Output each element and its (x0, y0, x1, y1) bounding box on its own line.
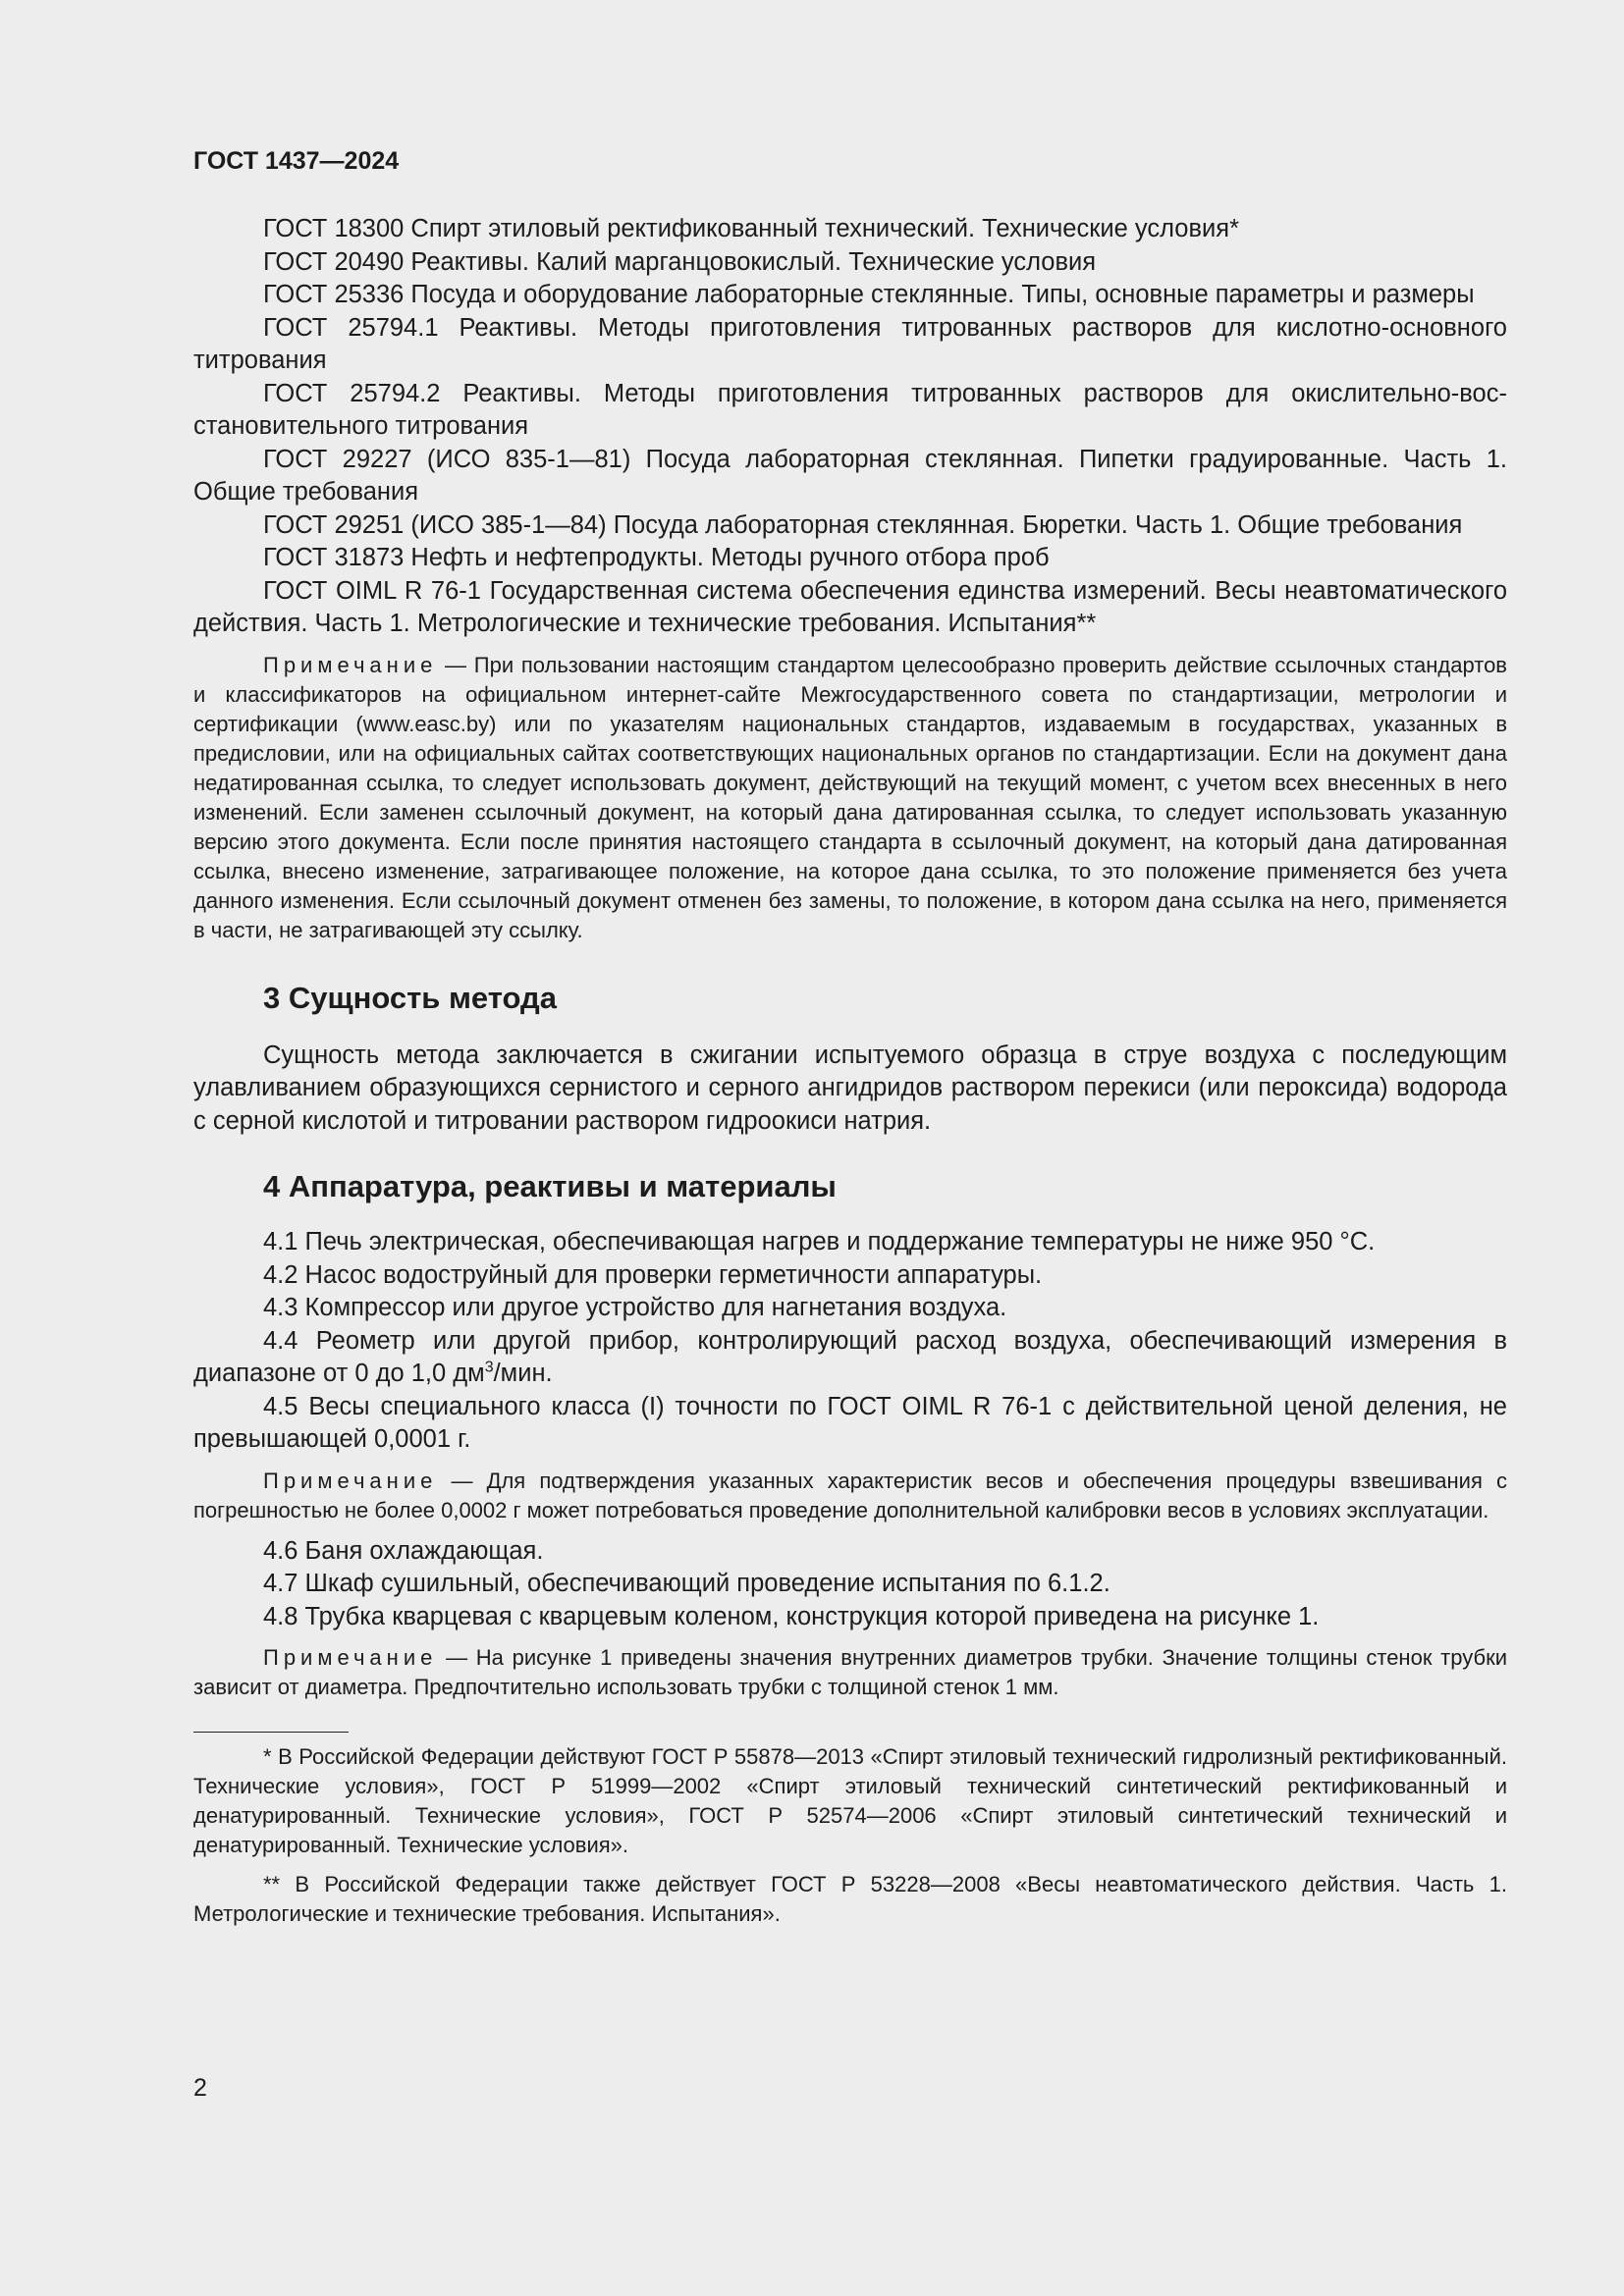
footnote-1: * В Российской Федерации действуют ГОСТ Р 55878—2013 «Спирт этиловый технический гидролизный ректификованный. Технические условия», ГОСТ Р 51999—2002 «Спирт этиловый технический синтетический ректификованный и денатурированный. Технические условия», ГОСТ Р 52574—2006 «Спирт этиловый синтетический технический и денатурированный. Технические условия». (193, 1744, 1507, 1857)
document-code: ГОСТ 1437—2024 (193, 147, 400, 175)
item-4-4-text: 4.4 Реометр или другой прибор, контролирующий расход воздуха, обеспечивающий измерения в диапазоне от 0 до 1,0 дм (193, 1326, 1507, 1387)
note-text: — При пользовании настоящим стандартом целесообразно проверить действие ссылочных стандартов и классификаторов на официальном интернет-сайте Межгосударственного совета по стандартизации, метрологии и сертификации (www.easc.by) или по указателям национальных стандартов, издаваемым в государствах, указанных в предисловии, или на официальных сайтах соответствующих национальных органов по стандартизации. Если на документ дана недатированная ссылка, то следует использовать документ, действующий на текущий момент, с учетом всех внесенных в него изменений. Если заменен ссылочный документ, на который дана датированная ссылка, то следует использовать указанную версию этого документа. Если после принятия настоящего стандарта в ссылочный документ, на который дана датированная ссылка, внесено изменение, затрагивающее положение, на которое дана ссылка, то это положение применяется без учета данного изменения. Если ссылочный документ отменен без замены, то положение, в котором дана ссылка на него, применяется в части, не затрагивающей эту ссылку. (193, 652, 1507, 942)
note-tube (193, 1643, 1507, 1702)
note-label: Примечание (263, 1645, 438, 1670)
section-3-text: Сущность метода заключается в сжигании испытуемого образца в струе воздуха с последующим улавливанием образующихся сернистого и серного ангидридов раствором перекиси (или пероксида) водорода с серной кислотой и титровании раствором гидроокиси натрия. (193, 1041, 1507, 1135)
item-4-3: 4.3 Компрессор или другое устройство для нагнетания воздуха. (263, 1294, 1007, 1321)
note-label: Примечание (263, 1468, 438, 1493)
reference-item: ГОСТ 18300 Спирт этиловый ректификованный технический. Технические условия* (263, 215, 1239, 242)
reference-item: ГОСТ 25336 Посуда и оборудование лабораторные стеклянные. Типы, основные параметры и размеры (263, 281, 1475, 308)
reference-item: ГОСТ 25794.1 Реактивы. Методы приготовления титрованных растворов для кислотно-основного титрования (193, 313, 1507, 374)
reference-item: ГОСТ OIML R 76-1 Государственная система обеспечения единства измерений. Весы неавтоматического действия. Часть 1. Метрологические и технические требования. Испытания** (193, 576, 1507, 637)
page-content (193, 147, 1507, 1929)
reference-item: ГОСТ 29251 (ИСО 385-1—84) Посуда лабораторная стеклянная. Бюретки. Часть 1. Общие требования (263, 510, 1463, 539)
item-4-1: 4.1 Печь электрическая, обеспечивающая нагрев и поддержание температуры не ниже 950 °С. (263, 1228, 1376, 1255)
item-4-8: 4.8 Трубка кварцевая с кварцевым коленом, конструкция которой приведена на рисунке 1. (263, 1602, 1320, 1630)
reference-item: ГОСТ 20490 Реактивы. Калий марганцовокислый. Технические условия (263, 247, 1097, 276)
note-text: — На рисунке 1 приведены значения внутренних диаметров трубки. Значение толщины стенок трубки зависит от диаметра. Предпочтительно использовать трубки с толщиной стенок 1 мм. (193, 1645, 1507, 1699)
item-4-2: 4.2 Насос водоструйный для проверки герметичности аппаратуры. (263, 1260, 1043, 1289)
footnote-separator (193, 1732, 349, 1733)
note-label: Примечание (263, 652, 438, 677)
section-3-heading: 3 Сущность метода (263, 980, 557, 1015)
note-text: — Для подтверждения указанных характеристик весов и обеспечения процедуры взвешивания с погрешностью не более 0,0002 г может потребоваться проведение дополнительной калибровки весов в условиях эксплуатации. (193, 1468, 1507, 1522)
note-references (193, 651, 1507, 945)
item-4-4-unit: /мин. (493, 1360, 553, 1387)
item-4-7: 4.7 Шкаф сушильный, обеспечивающий проведение испытания по 6.1.2. (263, 1570, 1110, 1597)
reference-item: ГОСТ 29227 (ИСО 835-1—81) Посуда лабораторная стеклянная. Пипетки градуированные. Часть 1. Общие требования (193, 445, 1507, 506)
page-number: 2 (193, 2074, 207, 2102)
item-4-5: 4.5 Весы специального класса (I) точности по ГОСТ OIML R 76-1 с действительной ценой деления, не превышающей 0,0001 г. (193, 1392, 1507, 1453)
footnote-2: ** В Российской Федерации также действует ГОСТ Р 53228—2008 «Весы неавтоматического действия. Часть 1. Метрологические и технические требования. Испытания». (193, 1872, 1507, 1926)
normative-references-list (193, 213, 1507, 641)
item-4-6: 4.6 Баня охлаждающая. (263, 1536, 544, 1565)
section-4-heading: 4 Аппаратура, реактивы и материалы (263, 1169, 837, 1203)
reference-item: ГОСТ 31873 Нефть и нефтепродукты. Методы ручного отбора проб (263, 544, 1050, 571)
superscript-3: 3 (484, 1359, 494, 1376)
note-scales (193, 1467, 1507, 1525)
reference-item: ГОСТ 25794.2 Реактивы. Методы приготовления титрованных растворов для окислительно-восстановительного титрования (193, 379, 1507, 440)
item-4-4 (193, 1325, 1507, 1391)
